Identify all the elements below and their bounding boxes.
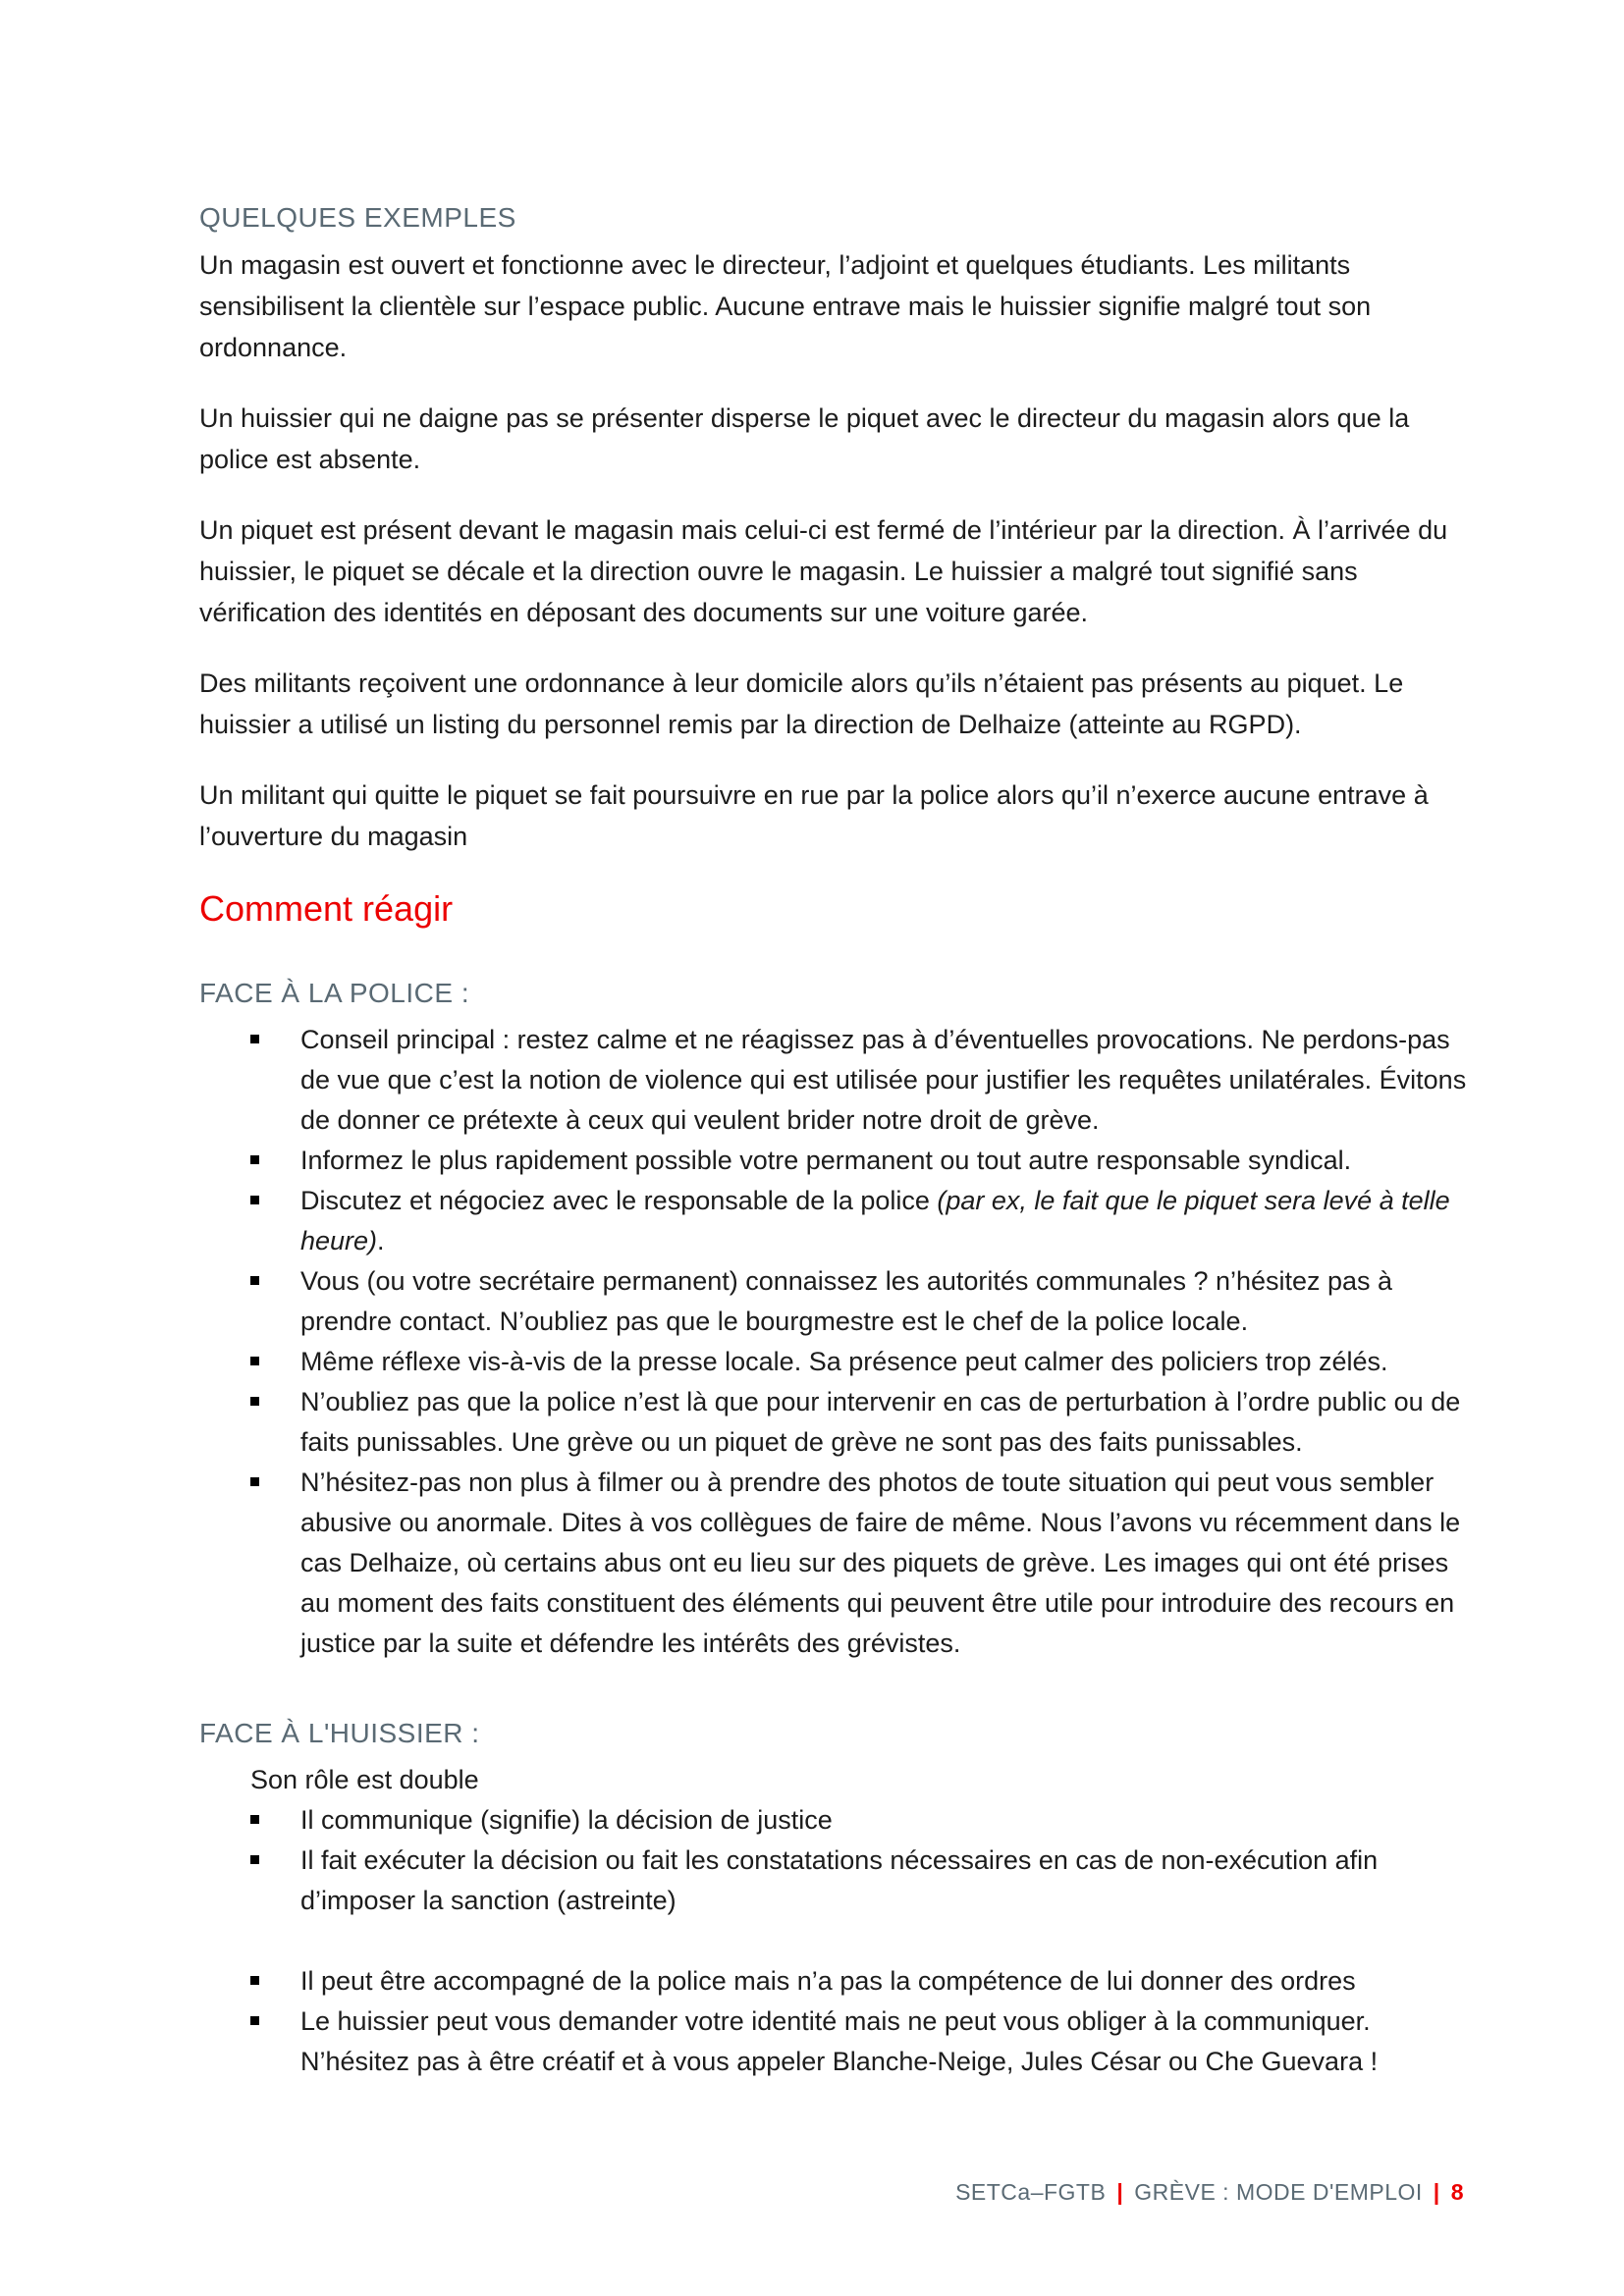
list-item	[199, 1020, 1476, 1141]
list-item-text: N’oubliez pas que la police n’est là que pour intervenir en cas de perturbation à l’ordre public ou de faits punissables. Une grève ou un piquet de grève ne sont pas des faits punissables.	[300, 1387, 1461, 1457]
page-footer	[955, 2177, 1464, 2207]
list-item-text: Il fait exécuter la décision ou fait les constatations nécessaires en cas de non-exécution afin d’imposer la sanction (astreinte)	[300, 1845, 1379, 1915]
huissier-intro: Son rôle est double	[250, 1765, 479, 1794]
list-item	[199, 1261, 1476, 1342]
subsection-heading-face-a-la-police: FACE À LA POLICE :	[199, 978, 470, 1008]
list-item	[199, 1382, 1476, 1463]
bullet-icon	[250, 1815, 259, 1824]
list-item-text: Même réflexe vis-à-vis de la presse locale. Sa présence peut calmer des policiers trop zélés.	[300, 1347, 1388, 1376]
police-bullet-list	[199, 1020, 1476, 1664]
page-content	[199, 199, 1476, 2082]
subsection-heading-face-a-l-huissier: FACE À L'HUISSIER :	[199, 1718, 480, 1748]
list-item-text: Il communique (signifie) la décision de justice	[300, 1805, 833, 1835]
list-item	[199, 2002, 1476, 2082]
bullet-icon	[250, 1155, 259, 1164]
list-item	[199, 1141, 1476, 1181]
example-paragraph-3: Un piquet est présent devant le magasin mais celui-ci est fermé de l’intérieur par la direction. À l’arrivée du huissier, le piquet se décale et la direction ouvre le magasin. Le huissier a malgré tout signifié sans vérification des identités en déposant des documents sur une voiture garée.	[199, 515, 1448, 627]
list-item	[199, 1800, 1476, 1841]
bullet-icon	[250, 1196, 259, 1204]
list-item-text: Il peut être accompagné de la police mais n’a pas la compétence de lui donner des ordres	[300, 1966, 1356, 1996]
example-paragraph-1: Un magasin est ouvert et fonctionne avec le directeur, l’adjoint et quelques étudiants. Les militants sensibilisent la clientèle sur l’espace public. Aucune entrave mais le huissier signifie malgré tout son ordonnance.	[199, 250, 1372, 362]
footer-brand: SETCa–FGTB	[955, 2179, 1107, 2205]
list-item	[199, 1463, 1476, 1664]
list-item	[199, 1181, 1476, 1261]
example-paragraph-5: Un militant qui quitte le piquet se fait poursuivre en rue par la police alors qu’il n’exerce aucune entrave à l’ouverture du magasin	[199, 780, 1429, 851]
list-item-text: Informez le plus rapidement possible votre permanent ou tout autre responsable syndical.	[300, 1146, 1352, 1175]
bullet-icon	[250, 1035, 259, 1043]
footer-doc-title: GRÈVE : MODE D'EMPLOI	[1134, 2179, 1423, 2205]
list-item	[199, 1342, 1476, 1382]
list-item-text: N’hésitez-pas non plus à filmer ou à prendre des photos de toute situation qui peut vous sembler abusive ou anormale. Dites à vos collègues de faire de même. Nous l’avons vu récemment dans le cas Delhaize, où certains abus ont eu lieu sur des piquets de grève. Les images qui ont été prises au moment des faits constituent des éléments qui peuvent être utile pour introduire des recours en justice par la suite et défendre les intérêts des grévistes.	[300, 1468, 1461, 1658]
list-item	[199, 1961, 1476, 2002]
footer-separator: |	[1116, 2179, 1124, 2205]
bullet-icon	[250, 1477, 259, 1486]
list-item-text-normal: Discutez et négociez avec le responsable de la police	[300, 1186, 938, 1215]
example-paragraph-4: Des militants reçoivent une ordonnance à leur domicile alors qu’ils n’étaient pas présents au piquet. Le huissier a utilisé un listing du personnel remis par la direction de Delhaize (atteinte au RGPD).	[199, 668, 1404, 739]
bullet-icon	[250, 2016, 259, 2025]
section-heading-comment-reagir: Comment réagir	[199, 888, 454, 929]
bullet-icon	[250, 1357, 259, 1365]
list-item-text: Le huissier peut vous demander votre identité mais ne peut vous obliger à la communiquer. N’hésitez pas à être créatif et à vous appeler Blanche-Neige, Jules César ou Che Guevara !	[300, 2006, 1379, 2076]
bullet-icon	[250, 1276, 259, 1285]
section-heading-quelques-exemples: QUELQUES EXEMPLES	[199, 202, 516, 233]
list-item-text-italic: (par ex, le fait que le piquet sera levé à telle heure)	[300, 1186, 1450, 1255]
bullet-icon	[250, 1855, 259, 1864]
list-item-text	[300, 1186, 1450, 1255]
list-item	[199, 1841, 1476, 1921]
bullet-icon	[250, 1976, 259, 1985]
list-item-text: Vous (ou votre secrétaire permanent) connaissez les autorités communales ? n’hésitez pas à prendre contact. N’oubliez pas que le bourgmestre est le chef de la police locale.	[300, 1266, 1393, 1336]
bullet-icon	[250, 1397, 259, 1406]
footer-separator: |	[1433, 2179, 1440, 2205]
example-paragraph-2: Un huissier qui ne daigne pas se présenter disperse le piquet avec le directeur du magasin alors que la police est absente.	[199, 403, 1410, 474]
list-item-text-normal: .	[377, 1226, 385, 1255]
footer-page-number: 8	[1450, 2179, 1464, 2205]
list-item-text: Conseil principal : restez calme et ne réagissez pas à d’éventuelles provocations. Ne perdons-pas de vue que c’est la notion de violence qui est utilisée pour justifier les requêtes unilatérales. Évitons de donner ce prétexte à ceux qui veulent brider notre droit de grève.	[300, 1025, 1467, 1135]
huissier-bullet-list	[199, 1800, 1476, 2082]
